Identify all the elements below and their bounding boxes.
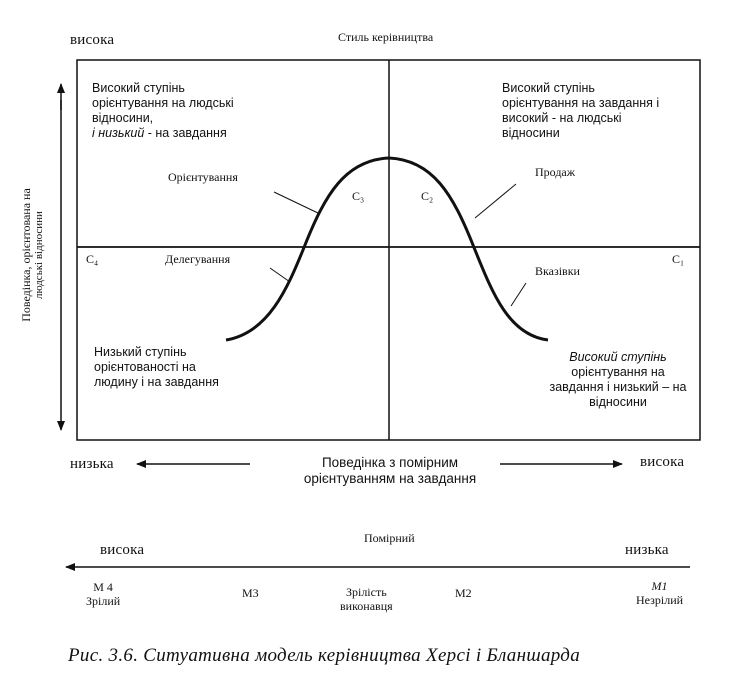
leadership-curve <box>226 158 548 340</box>
maturity-m2: M2 <box>455 586 472 600</box>
selling-label: Продаж <box>535 165 576 179</box>
style-c2-label: C₂ <box>421 189 434 203</box>
directing-label: Вказівки <box>535 264 580 278</box>
maturity-low-label: низька <box>625 542 669 558</box>
quadrant-top-left-text: Високий ступінь орієнтування на людські відносини, і низький - на завдання <box>92 81 234 140</box>
style-c1-label: C₁ <box>672 252 685 266</box>
maturity-m1: M1 Незрілий <box>636 579 684 607</box>
maturity-center-label: Зрілість виконавця <box>340 585 393 613</box>
figure-caption: Рис. 3.6. Ситуативна модель керівництва Херсі і Бланшарда <box>68 645 581 666</box>
orientation-pointer <box>274 192 320 214</box>
maturity-moderate-label: Помірний <box>364 531 415 545</box>
directing-pointer <box>511 283 526 306</box>
delegating-label: Делегування <box>165 252 231 266</box>
quadrant-bottom-left-text: Низький ступінь орієнтованості на людину і на завдання <box>94 345 219 389</box>
orientation-label: Орієнтування <box>168 170 238 184</box>
maturity-m3: M3 <box>242 586 259 600</box>
x-axis-label: Поведінка з помірним орієнтуванням на завдання <box>303 455 477 486</box>
top-left-high-label: висока <box>70 32 115 48</box>
y-axis-label: Поведінка, орієнтована на людські відносини <box>19 188 45 322</box>
x-axis-high-label: висока <box>640 454 685 470</box>
quadrant-bottom-right-text: Високий ступінь орієнтування на завдання і низький – на відносини <box>549 350 687 409</box>
style-c4-label: C₄ <box>86 252 99 266</box>
x-axis-low-label: низька <box>70 456 114 472</box>
selling-pointer <box>475 184 516 218</box>
diagram-title: Стиль керівництва <box>338 30 434 44</box>
maturity-m4: M 4 Зрілий <box>86 580 121 608</box>
style-c3-label: C₃ <box>352 189 365 203</box>
quadrant-top-right-text: Високий ступінь орієнтування на завдання і високий - на людські відносини <box>502 81 660 140</box>
maturity-high-label: висока <box>100 542 145 558</box>
delegating-pointer <box>270 268 290 282</box>
